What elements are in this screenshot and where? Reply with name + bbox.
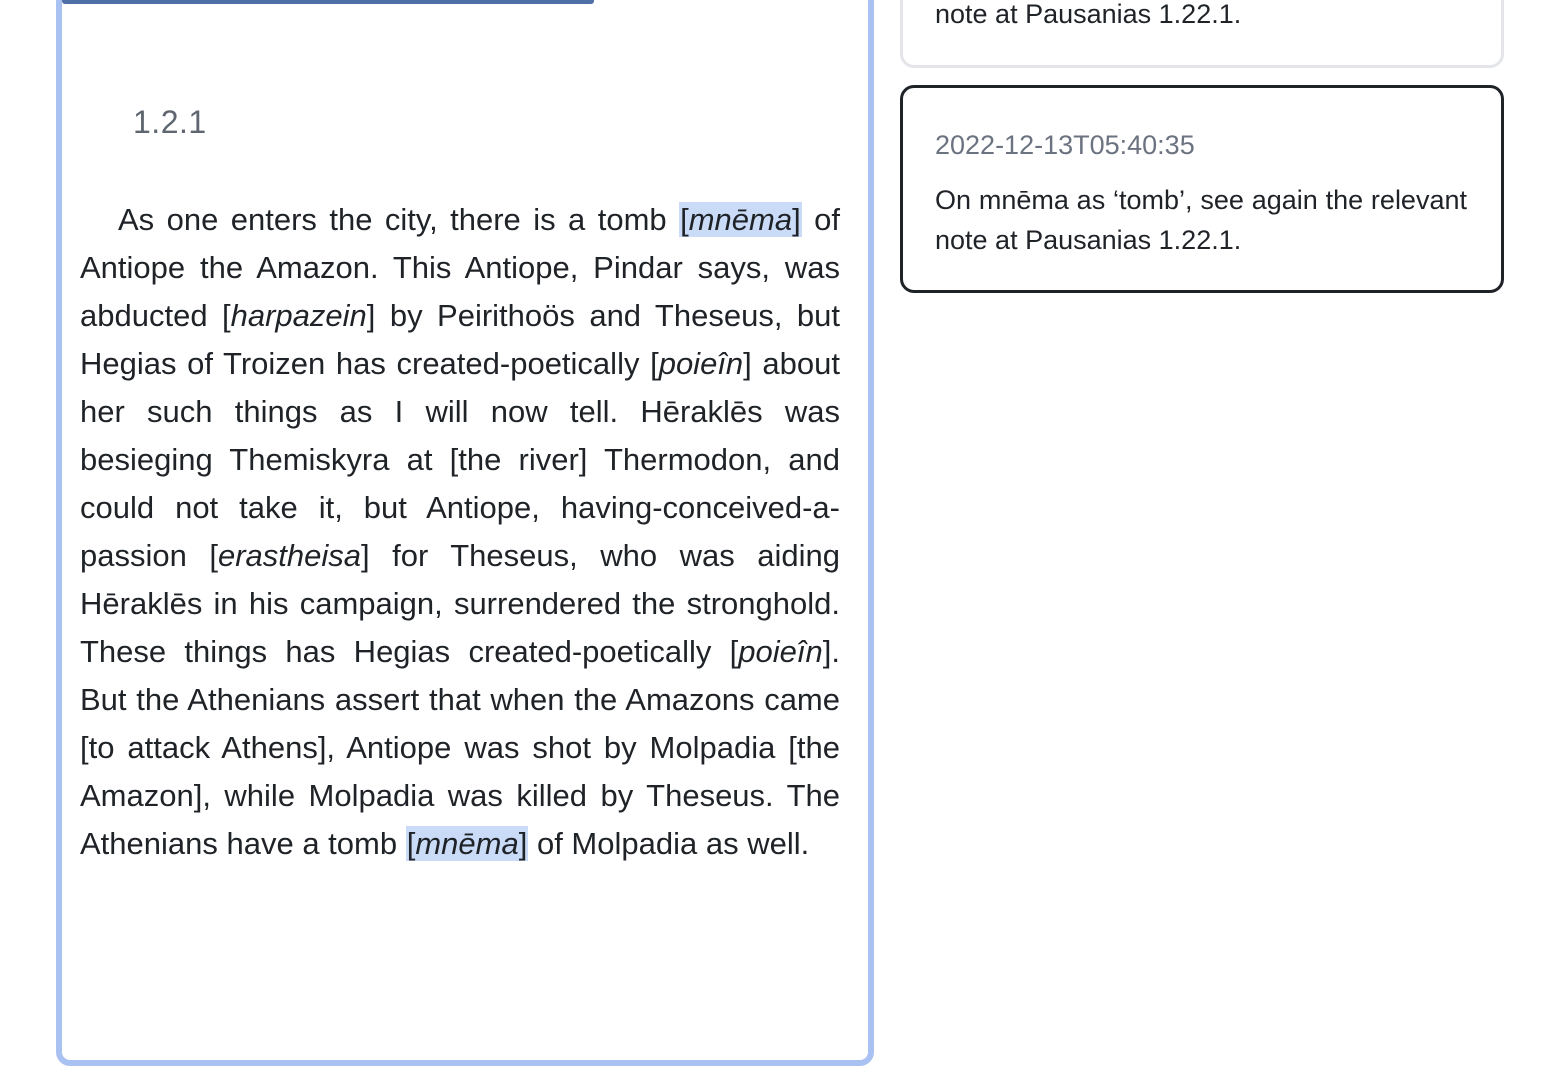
highlighted-term[interactable] <box>406 826 529 861</box>
note-timestamp: 2022-12-13T05:40:35 <box>935 130 1195 160</box>
greek-term: mnēma <box>415 826 519 861</box>
passage-segment: ] about her such things as I will now tell. Hēraklēs was besieging Themiskyra at [the river] Thermodon, and could not take it, but Antiope, having-conceived-a-passion [ <box>80 346 840 573</box>
note-card-previous[interactable] <box>900 0 1504 68</box>
note-body: On mnēma as ‘tomb’, see again the relevant note at Pausanias 1.22.1. <box>935 185 1467 255</box>
greek-term: poieîn <box>738 634 823 669</box>
passage-segment: of Molpadia as well. <box>528 826 810 861</box>
passage-segment: [ <box>406 826 416 861</box>
passage-segment: ] <box>518 826 528 861</box>
passage-segment: ] <box>792 202 801 237</box>
reading-progress-bar <box>62 0 594 4</box>
passage-text <box>80 196 840 868</box>
highlighted-term[interactable] <box>679 202 802 237</box>
section-number: 1.2.1 <box>133 104 207 140</box>
note-text: note at Pausanias 1.22.1. <box>935 0 1242 29</box>
passage-segment: As one enters the city, there is a tomb <box>118 202 680 237</box>
passage-segment: ] by Peirithoös and Theseus, but Hegias of Troizen has created-poetically [ <box>80 298 840 381</box>
passage-segment: of Antiope the Amazon. This Antiope, Pindar says, was abducted [ <box>80 202 841 333</box>
greek-term: mnēma <box>688 202 793 237</box>
passage-segment: ]. But the Athenians assert that when the Amazons came [to attack Athens], Antiope was shot by Molpadia [the Amazon], while Molpadia was killed by Theseus. The Athenians have a tomb <box>80 634 840 861</box>
greek-term: poieîn <box>658 346 744 381</box>
greek-term: harpazein <box>230 298 367 333</box>
note-card-active[interactable] <box>900 85 1504 293</box>
passage-segment: [ <box>680 202 689 237</box>
passage-segment: ] for Theseus, who was aiding Hēraklēs in his campaign, surrendered the stronghold. These things has Hegias created-poetically [ <box>80 538 840 669</box>
greek-term: erastheisa <box>217 538 361 573</box>
